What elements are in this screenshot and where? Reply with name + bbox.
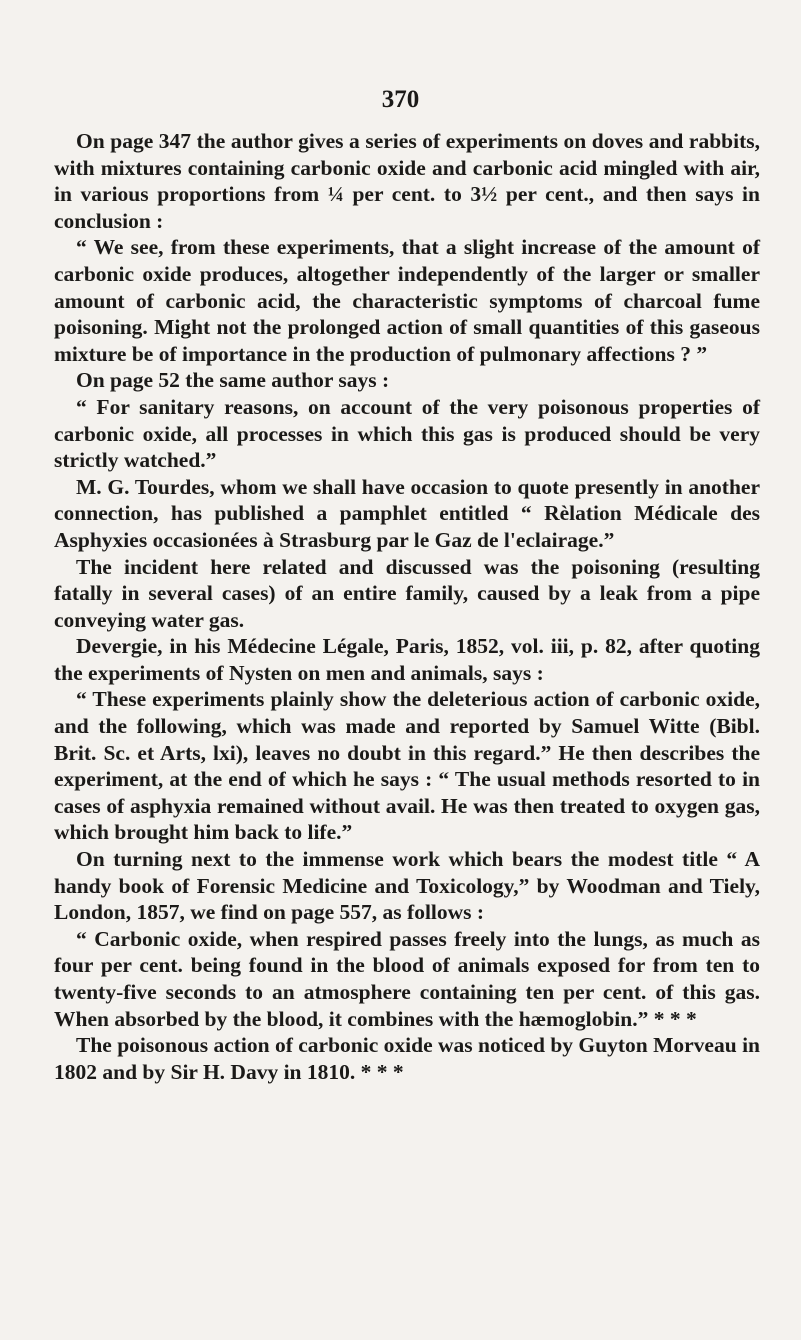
paragraph-witte-quote: “ These experiments plainly show the deleterious action of carbonic oxide, and the following, which was made and reported by Samuel Witte (Bibl. Brit. Sc. et Arts, lxi), leaves no doubt in this regard.” He then describes the experiment, at the end of which he says : “ The usual methods resorted to in cases of asphyxia remained without avail. He was then treated to oxygen gas, which brought him back to life.” [54, 687, 760, 845]
paragraph-devergie: Devergie, in his Médecine Légale, Paris, 1852, vol. iii, p. 82, after quoting the experiments of Nysten on men and animals, says : [54, 634, 760, 685]
body-text [54, 128, 760, 1085]
paragraph-woodman: On turning next to the immense work which bears the modest title “ A handy book of Forensic Medicine and Toxicology,” by Woodman and Tiely, London, 1857, we find on page 557, as follows : [54, 847, 760, 925]
page-number: 370 [381, 86, 420, 113]
paragraph-intro: On page 347 the author gives a series of experiments on doves and rabbits, with mixtures containing carbonic oxide and carbonic acid mingled with air, in various proportions from ¼ per cent. to 3½ per cent., and then says in conclusion : [54, 129, 760, 233]
paragraph-sanitary-quote: “ For sanitary reasons, on account of the very poisonous properties of carbonic oxide, all processes in which this gas is produced should be very strictly watched.” [54, 394, 760, 473]
paragraph-guyton: The poisonous action of carbonic oxide was noticed by Guyton Morveau in 1802 and by Sir H. Davy in 1810. * * * [54, 1033, 760, 1084]
paragraph-quote-experiments: “ We see, from these experiments, that a slight increase of the amount of carbonic oxide produces, altogether independently of the larger or smaller amount of carbonic acid, the characteristic symptoms of charcoal fume poisoning. Might not the prolonged action of small quantities of this gaseous mixture be of importance in the production of pulmonary affections ? ” [54, 235, 760, 366]
paragraph-carbonic-quote: “ Carbonic oxide, when respired passes freely into the lungs, as much as four per cent. being found in the blood of animals exposed for from ten to twenty-five seconds to an atmosphere containing ten per cent. of this gas. When absorbed by the blood, it combines with the hæmoglobin.” * * * [54, 926, 760, 1031]
paragraph-page-52: On page 52 the same author says : [76, 368, 390, 393]
paragraph-incident: The incident here related and discussed was the poisoning (resulting fatally in several cases) of an entire family, caused by a leak from a pipe conveying water gas. [54, 554, 760, 632]
paragraph-tourdes: M. G. Tourdes, whom we shall have occasion to quote presently in another connection, has published a pamphlet entitled “ Rèlation Médicale des Asphyxies occasionées à Strasburg par le Gaz de l'eclairage.” [54, 474, 760, 552]
